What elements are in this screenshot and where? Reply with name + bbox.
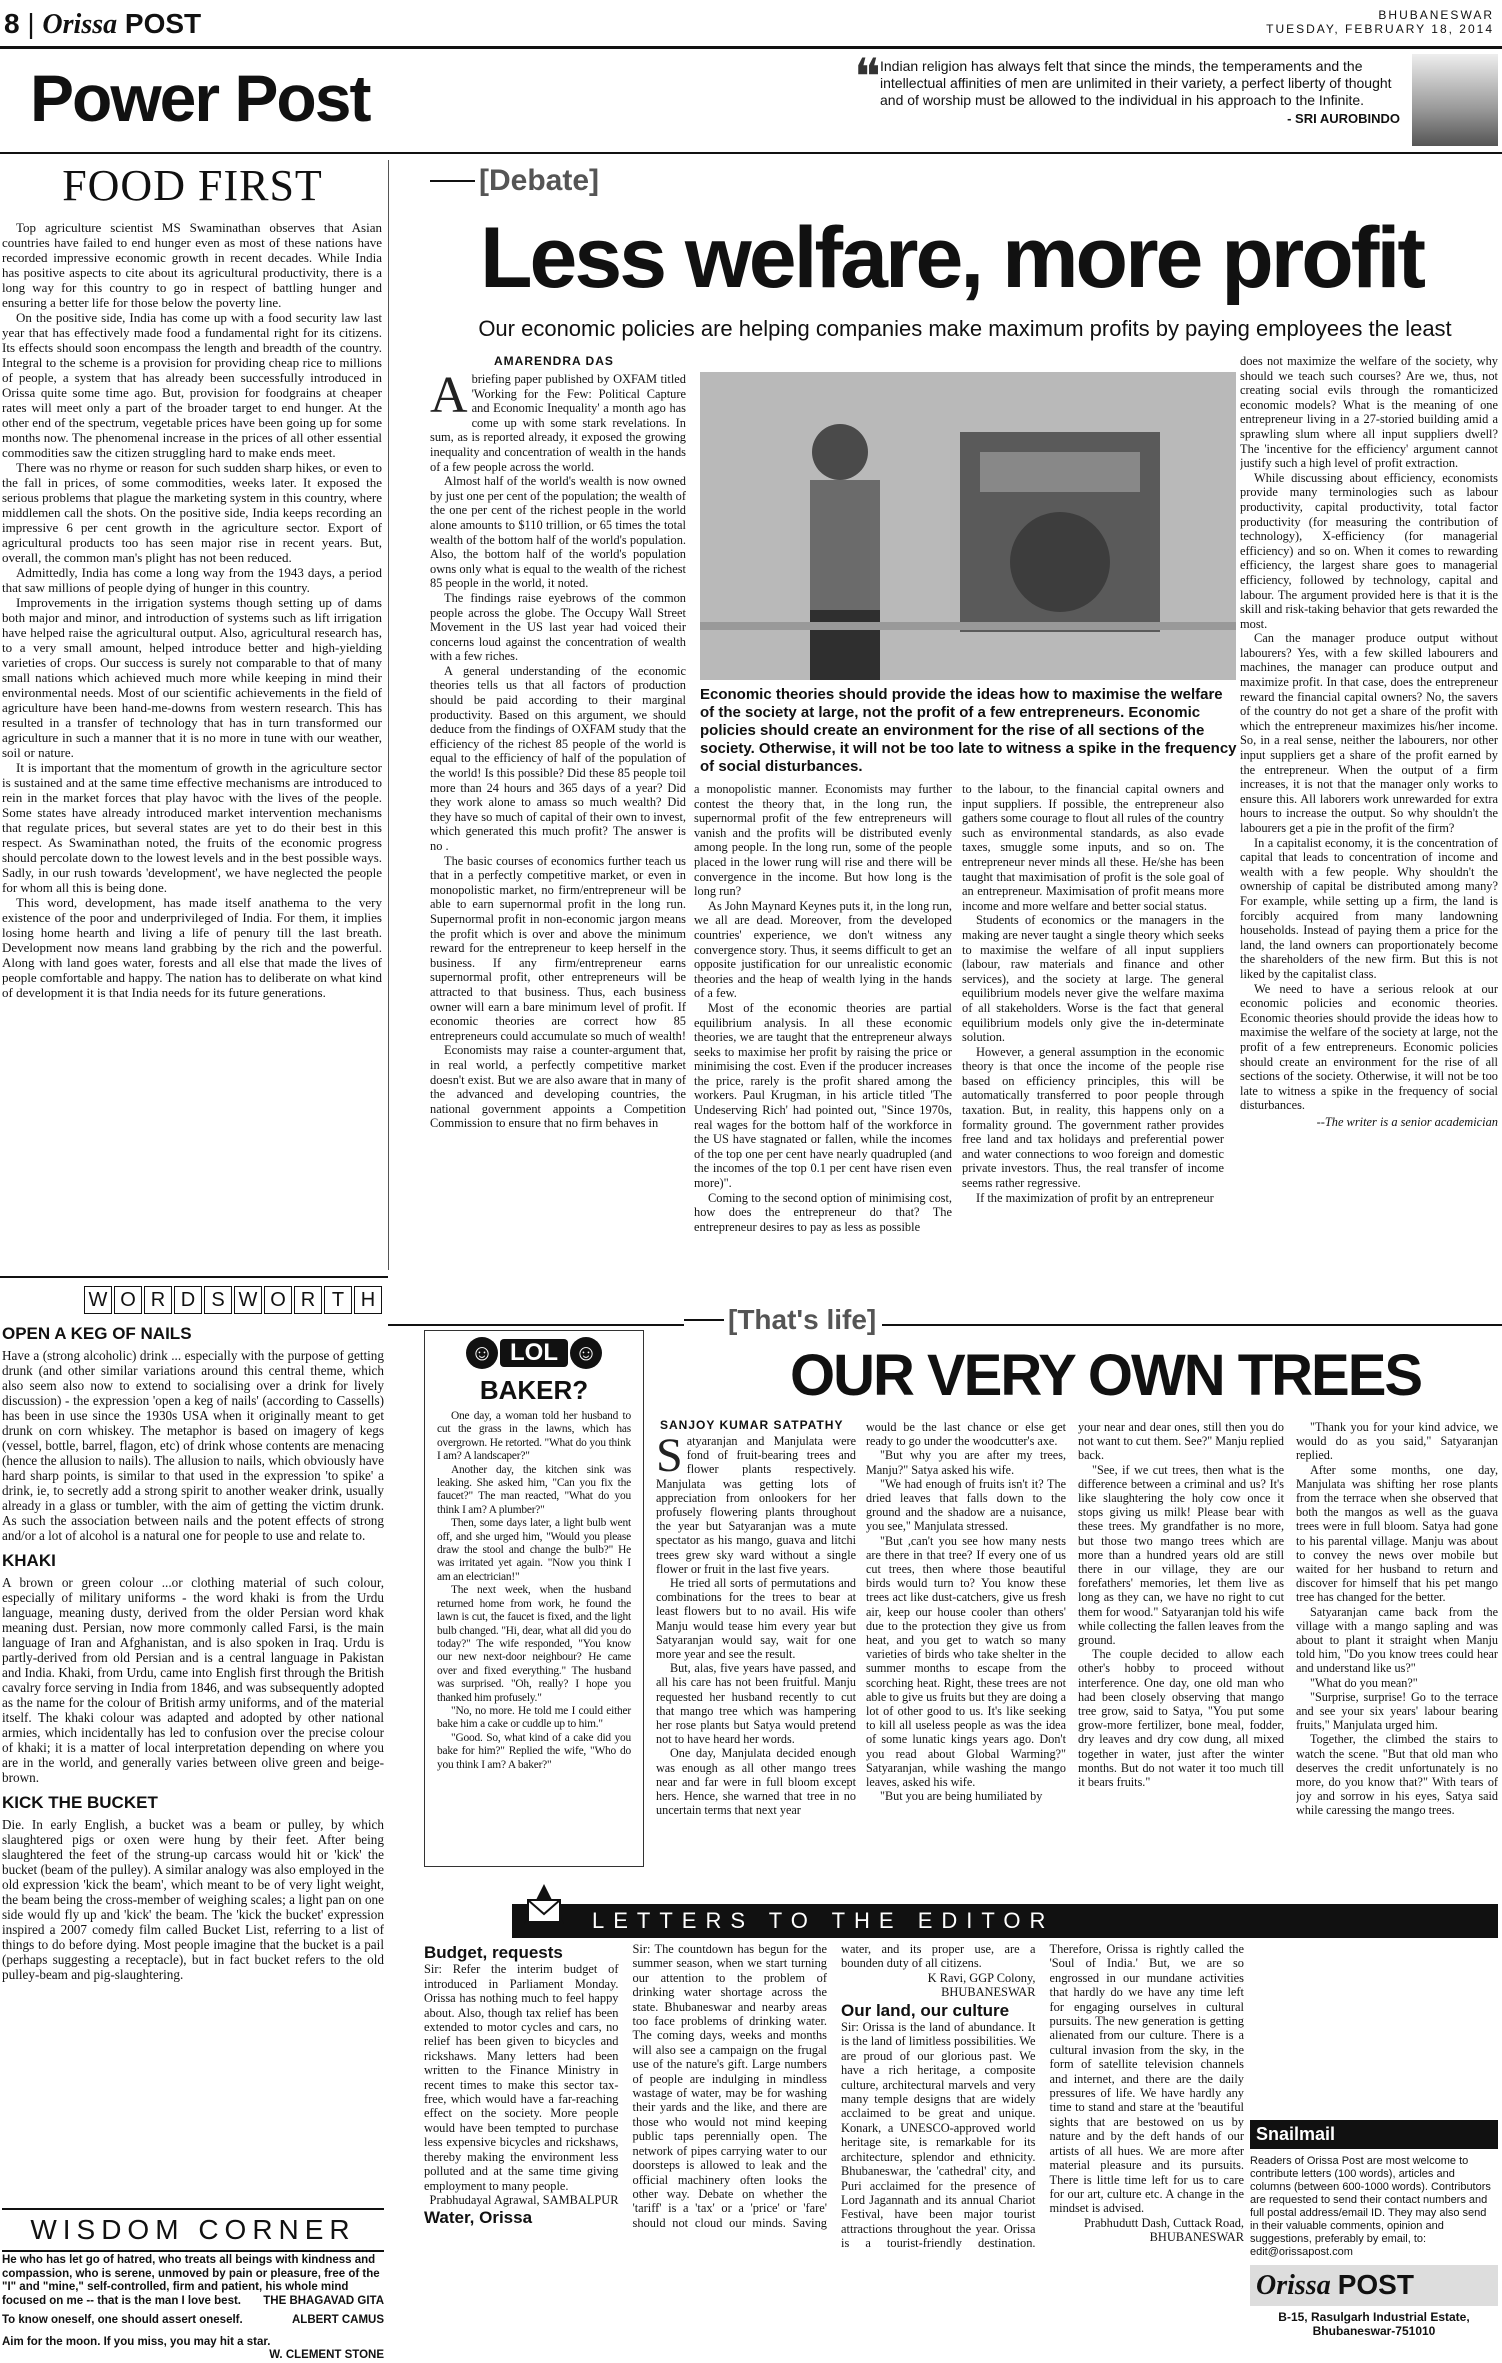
trees-para: "Thank you for your kind advice, we would do as you said," Satyaranjan replied. xyxy=(1296,1420,1498,1463)
lol-para: "Good. So, what kind of a cake did you bake for him?" Replied the wife, "Who do you think I am? A baker?" xyxy=(437,1731,631,1771)
letter-text: Sir: Refer the interim budget of introduced in Parliament Monday. Orissa has nothing much to feel happy about. Also, though tax relief has been extended to motor cycles and cars, no relief has been given to bicycles and rickshaws. Many letters had been written to the Finance Ministry in recent times to make this sector tax-free, which would have a far-reaching effect on the society. More people would have been tempted to purchase less expensive bicycles and rickshaws, thereby making the environment less polluted and at the same time giving employment to many people. xyxy=(424,1962,619,2193)
wisdom-author: ALBERT CAMUS xyxy=(292,2314,384,2326)
food-first-para: It is important that the momentum of growth in the agriculture sector is sustained and at the same time effective mechanisms are introduced to rein in the market forces that play havoc with the lives of the people. Some states have already introduced market intervention mechanisms that regulate prices, but several states are yet to do their best in this respect. As Swaminathan noted, the fruits of the economic progress should percolate down to the lowest levels and in the best possible ways. Sadly, in our rush towards 'development', we have neglected the people for whom all this is being done. xyxy=(2,760,382,895)
debate-para: a monopolistic manner. Economists may further contest the theory that, in the long run, the supernormal profit of the few entrepreneurs will vanish and the profits will be distributed evenly among people. In the long run, some of the people placed in the lower rung will rise and there will be convergence in the income. But how long is the long run? xyxy=(694,782,952,899)
lol-label: LOL xyxy=(500,1339,568,1367)
debate-column-3 xyxy=(962,782,1224,1320)
dateline xyxy=(1266,8,1494,36)
letter-author: K Ravi, GGP Colony, BHUBANESWAR xyxy=(927,1970,1036,2000)
debate-para: We need to have a serious relook at our economic policies and economic theories. Economic theories should provide the ideas how to maximise the welfare of the society at large, not the profit of a few entrepreneurs. Economic policies should create an environment for the rise of all sections of the society. Otherwise, it will not be too late to witness a spike in the frequency of social disturbances. xyxy=(1240,981,1498,1113)
wordsworth-heading: OPEN A KEG OF NAILS xyxy=(2,1324,192,1343)
wisdom-author: W. CLEMENT STONE xyxy=(269,2349,384,2361)
issue-date: TUESDAY, FEBRUARY 18, 2014 xyxy=(1266,22,1494,36)
lol-header xyxy=(425,1337,643,1369)
debate-column-2 xyxy=(694,782,952,1320)
paper-suffix: POST xyxy=(124,8,202,39)
trees-kicker xyxy=(684,1304,882,1336)
food-first-para: There was no rhyme or reason for such sudden sharp hikes, or even to the fall in prices, of some commodities, weeks later. It exposed the serious problems that plague the marketing system in this country, where middlemen call the shots. On the positive side, India keeps recording an impressive 6 per cent growth in the agriculture sector. Export of agricultural products too has seen major rise in recent years. But, overall, the common man's plight has not been reduced. xyxy=(2,460,382,565)
trees-para: your near and dear ones, still then you do not want to cut them. See?" Manju replied back. xyxy=(1078,1420,1284,1463)
wisdom-item xyxy=(2,2254,384,2308)
debate-para: Can the manager produce output without labourers? Yes, with a few skilled labourers and machines, the manager can produce output and maximize profit. In that case, does the entrepreneur reward the financial capital owners? No, the savers of the country do not get a share of the profit with which the entrepreneur maximizes his/her income. So, in a real sense, neither the labourers, nor other input suppliers get a share of the profit earned by the entrepreneur. When the output of a firm increases, it is not that the manager only works to ensure this. All laborers work unrewarded for extra hours to increase the output. So why shouldn't the labourers get a pie in the profit of the firm? xyxy=(1240,631,1498,835)
debate-deck: Our economic policies are helping companies make maximum profits by paying employees the least xyxy=(478,316,1452,341)
food-first-para: This word, development, has made itself anathema to the very existence of the poor and underprivileged of India. For them, it implies losing home hearth and living a life of penury till the last breath. Development now means land grabbing by the rich and the powerful. Along with land goes water, forests and all else that made the lives of people comfortable and happy. The nation has to deliberate on what kind of development it is that India needs for its future generations. xyxy=(2,895,382,1000)
wordsworth-top-rule xyxy=(0,1276,388,1278)
trees-column-2 xyxy=(866,1420,1066,1866)
letter-heading: Budget, requests xyxy=(424,1943,563,1962)
wisdom-item xyxy=(2,2335,384,2361)
quote-author: - SRI AUROBINDO xyxy=(1287,111,1400,126)
wordsworth-letter: R xyxy=(294,1286,322,1314)
debate-para: As John Maynard Keynes puts it, in the long run, we all are dead. Moreover, from the developed countries' experience, we don't witness any convergence story. Thus, it seems difficult to get an opposite justification for our unrealistic economic theories and the heap of wealth lying in the hands of a few. xyxy=(694,898,952,1001)
lol-body xyxy=(425,1410,643,1772)
masthead-rule xyxy=(0,46,1502,49)
debate-column-1 xyxy=(430,372,686,1319)
debate-para: While discussing about efficiency, economists provide many terminologies such as labour productivity, capital productivity, total factor productivity (for measuring the contribution of technology), X-efficiency (for managerial efficiency) and so on. When it comes to rewarding efficiency, the largest share goes to managerial efficiency, followed by technology, capital and labour. The argument provided here is that it is the skill and risk-taking behavior that gets rewarded the most. xyxy=(1240,470,1498,631)
author-portrait xyxy=(1412,54,1498,146)
lol-para: Another day, the kitchen sink was leaking. She asked him, "Can you fix the faucet?" The man reacted, "What do you think I am? A plumber?" xyxy=(437,1463,631,1516)
debate-photo xyxy=(700,372,1236,680)
wisdom-author: THE BHAGAVAD GITA xyxy=(263,2294,384,2307)
trees-para: After some months, one day, Manjulata was shifting her rose plants from the terrace when she observed that both the mangos as well as the guava trees were in full bloom. Satya had gone to his parental village. Manju was about to convey the news over mobile but waited for her husband to return and discover for himself that his pet mango tree has changed for the better. xyxy=(1296,1462,1498,1605)
food-first-para: Improvements in the irrigation systems though setting up of dams both major and minor, and introduction of systems such as lift irrigation have helped raise the agricultural output. Also, agricultural research has, to a very small amount, helped introduce better and high-yielding varieties of crops. Our success is surely not comparable to that of many small nations which achieved much more while keeping in mind their environmental needs. Most of our scientific achievements in the field of agriculture have been hand-me-downs from western research. This has resulted in a transfer of technology that has in turn transformed our agriculture in such a manner that it is no more in tune with our weather, soil or nature. xyxy=(2,595,382,760)
page-number: 8 xyxy=(4,8,20,39)
letter-author: Prabhudayal Agrawal, SAMBALPUR xyxy=(429,2192,619,2207)
section-title: Power Post xyxy=(30,61,370,135)
wordsworth-text: Have a (strong alcoholic) drink ... especially with the purpose of getting drunk (and other similar variations around this central theme, which also seem also now to extend to socialising over a drink for lively discussion) - the expression 'open a keg of nails' (according to Cassells) has been in use since the 1930s USA when it originally meant to get drunk on corn whiskey. The metaphor is based on imagery of kegs (vessel, bottle, barrel, flagon, etc) of drink whose contents are menacing (hence the allusion to nails). The allusion to nails, which obviously have hard sharp points, is similar to that used in the expression 'to spike' a drink, ie, to secretly add a strong spirit to another weaker drink, usually already in a glass or tumbler, with the aim of getting the victim drunk. As such the association between nails and the potent effects of strong and/or a lot of alcohol is a natural one for people to use and relate to. xyxy=(2,1348,384,1543)
debate-para: to the labour, to the financial capital owners and input suppliers. If possible, the entrepreneur also gathers some courage to flout all rules of the country such as environmental standards, as also evade taxes, smuggle some inputs, and so on. The entrepreneur never minds all these. He/she has been taught that maximisation of profit is the sole goal of an entrepreneur. Maximisation of profit means more income and more welfare and better social status. xyxy=(962,782,1224,913)
debate-para: does not maximize the welfare of the society, why should we teach such courses? Are we, thus, not creating social evils through the romanticized economic models? What is the meaning of one entrepreneur living in a 27-storied building amid a sprawling slum where all input suppliers dwell? The 'incentive for the efficiency' argument cannot justify such a high level of profit extraction. xyxy=(1240,354,1498,471)
trees-para: "But why you are after my trees, Manju?" Satya asked his wife. xyxy=(866,1448,1066,1477)
wisdom-quote: He who has let go of hatred, who treats all beings with kindness and compassion, who is serene, unmoved by pain or pleasure, free of the "I" and "mine," self-controlled, firm and patient, his whole mind focused on me -- that is the man I love best. xyxy=(2,2254,380,2307)
page-number-strip: 8 | Orissa POST xyxy=(4,8,202,40)
food-first-title: FOOD FIRST xyxy=(62,161,323,210)
letters-title: LETTERS TO THE EDITOR xyxy=(592,1908,1055,1933)
debate-para: A briefing paper published by OXFAM titled 'Working for the Few: Political Capture and Economic Inequality' a month ago has come up with some stark revelations. In sum, as is reported already, it exposed the growing inequality and concentration of wealth in the hands of a few people across the world. xyxy=(430,372,686,474)
trees-column-3 xyxy=(1078,1420,1284,1866)
letter-text: Sir: The countdown has begun for the summer season, when we start turning our attention to the problem of drinking water shortage across the state. Bhubaneswar and nearby areas too face problems of drinking water. The coming days, weeks and months will also see a campaign on the frugal use of the nature's gift. Large numbers of people are indulging in mindless wastage of water, may be for washing their yards and the like, and there are those who would not mind keeping public taps perennially open. The network of pipes carrying water to our doorsteps is allowed to leak and the official machinery often looks the other way. Debate on whether the 'tariff' is a 'tax' or a 'price' or 'fare' should not cloud our minds. Saving water, and its proper use, are a bounden duty of all citizens. xyxy=(632,1942,1036,2230)
snailmail-logo xyxy=(1250,2265,1498,2306)
letters-banner xyxy=(512,1904,1498,1938)
wordsworth-heading: KICK THE BUCKET xyxy=(2,1793,158,1812)
letter-heading: Water, Orissa xyxy=(424,2208,533,2228)
debate-para: Students of economics or the managers in the making are never taught a single theory which seeks to maximise the welfare of all input suppliers (labour, raw materials and finance and other services), and the society at large. The general equilibrium models never give the welfare maxima of all stakeholders. Worse is the fact that general equilibrium models only give the in-determinate solution. xyxy=(962,913,1224,1045)
debate-para: Coming to the second option of minimising cost, how does the entrepreneur do that? The entrepreneur desires to pay as less as possible xyxy=(694,1190,952,1234)
food-first-para: On the positive side, India has come up with a food security law last year that has effectively made food a fundamental right for its citizens. Its effects should soon encompass the length and breadth of the country. Integral to the scheme is a provision for providing cheap rice to millions of people, a system that has already been successfully introduced in Orissa quite some time ago. But, provision for foodgrains at cheaper rates will meet only a part of the broader target to end hunger. At the other end of the spectrum, vegetable prices have been going up for some months now. The phenomenal increase in the prices of all other essential commodities saw the citizen struggling hard to make ends meet. xyxy=(2,310,382,460)
food-first-para: Top agriculture scientist MS Swaminathan observes that Asian countries have failed to end hunger even as most of these nations have recorded impressive economic growth in recent decades. While India has positive aspects to cite about its agricultural productivity, there is a long way for this country to go in respect of battling hunger and ensuring a better life for those below the poverty line. xyxy=(2,220,382,310)
wordsworth-letter: D xyxy=(174,1286,202,1314)
wordsworth-heading: KHAKI xyxy=(2,1551,56,1570)
wisdom-item xyxy=(2,2314,384,2328)
debate-para: Almost half of the world's wealth is now owned by just one per cent of the population; the wealth of the one per cent of the richest people in the world alone amounts to $110 trillion, or 65 times the total wealth of the bottom half of the world's population. Also, the bottom half of the world's population owns only what is equal to the wealth of the richest 85 people in the world, it noted. xyxy=(430,474,686,591)
trees-para: "Surprise, surprise! Go to the terrace and see your six years' labour bearing fruits," Manjulata urged him. xyxy=(1296,1689,1498,1733)
debate-bottom-rule xyxy=(388,1324,1502,1326)
letter-author: Prabhudutt Dash, Cuttack Road, BHUBANESWAR xyxy=(1083,2215,1244,2245)
trees-para: "But ,can't you see how many nests are there in that tree? If every one of us cut trees, then where those beautiful birds would turn to? You know these trees act like dust-catchers, give us fresh air, keep our house cooler than others' due to the protection they give us from heat, and you get to watch so many varieties of birds who take shelter in the summer months to escape from the scorching heat. Right, these trees are not able to give us fruits but they are doing a lot of other good to us. It's like seeking to kill all useless people as was the idea of some lunatic kings years ago. Don't you read about Global Warming?" Satyaranjan, while washing the mango leaves, asked his wife. xyxy=(866,1533,1066,1790)
debate-para: If the maximization of profit by an entrepreneur xyxy=(976,1190,1214,1205)
quote-text: Indian religion has always felt that since the minds, the temperaments and the intellectual affinities of men are unlimited in their variety, a perfect liberty of thought and of worship must be allowed to the individual in his approach to the Infinite. xyxy=(880,58,1392,108)
snailmail-paper-name: Orissa xyxy=(1256,2270,1331,2301)
wordsworth-banner xyxy=(84,1286,384,1314)
wordsworth-letter: O xyxy=(264,1286,292,1314)
trees-para: Together, the climbed the stairs to watch the scene. "But that old man who deserves the credit unfortunately is no more, do you know that?" With tears of joy and sorrow in his eyes, Satya said while caressing the mango trees. xyxy=(1296,1732,1498,1818)
trees-para: "What do you mean?" xyxy=(1310,1675,1418,1690)
trees-para: "But you are being humiliated by xyxy=(880,1789,1043,1804)
drop-cap: S xyxy=(656,1434,683,1482)
wisdom-corner-items xyxy=(2,2254,384,2363)
trees-headline: OUR VERY OWN TREES xyxy=(790,1343,1422,1408)
wordsworth-letter: W xyxy=(84,1286,112,1314)
debate-para: Economists may raise a counter-argument that, in real world, a perfectly competitive market doesn't exist. But we are also aware that in many of the advanced and developing countries, the national government appoints a Competition Commission to ensure that no firm behaves in xyxy=(430,1043,686,1131)
trees-para: would be the last chance or else get ready to go under the woodcutter's axe. xyxy=(866,1420,1066,1449)
trees-byline: SANJOY KUMAR SATPATHY xyxy=(660,1418,844,1432)
paper-name: Orissa xyxy=(42,9,118,40)
smiley-icon: ☺ xyxy=(570,1337,602,1369)
snailmail-title: Snailmail xyxy=(1250,2120,1498,2149)
lol-para: The next week, when the husband returned home from work, he found the lawn is cut, the faucet is fixed, and the light bulb changed. "Hi, dear, what all did you do today?" The wife responded, "You know our new next-door neighbour? He came over and fixed everything." The husband was surprised. "Oh, really? I hope you thanked him profusely." xyxy=(437,1584,631,1704)
snailmail-box xyxy=(1250,2120,1498,2356)
lol-box xyxy=(424,1330,644,1867)
trees-column-4 xyxy=(1296,1420,1498,1866)
factory-worker-illustration xyxy=(700,372,1236,680)
wordsworth-letter: H xyxy=(354,1286,382,1314)
lol-title: BAKER? xyxy=(479,1375,589,1405)
trees-para: But, alas, five years have passed, and all his care has not been fruitful. Manju requested her husband recently to cut that mango tree which was hampering her rose plants but Satya would pretend not to have heard her words. xyxy=(656,1661,856,1747)
wordsworth-text: A brown or green colour ...or clothing material of such colour, especially of military uniforms - the word khaki is from the Urdu language, meaning dusty, derived from the older Persian word khak meaning dust. Persian, now more commonly called Farsi, is the main language of Iran and Afghanistan, and is also spoken in Iraq. Urdu is partly-derived from old Persian and is a central language in Pakistan and India. Khaki, from Urdu, came into English first through the British cavalry force serving in India from 1846, and was subsequently adopted as the name for the colour of British army uniforms, and of the material itself. The khaki colour was adapted and adopted by other national armies, which incidentally has led to confusion over the precise colour of khaki; it is a matter of local interpretation depending on where you are in the world, and generally varies between olive green and beige-brown. xyxy=(2,1575,384,1785)
debate-headline: Less welfare, more profit xyxy=(480,210,1423,306)
wordsworth-letter: O xyxy=(114,1286,142,1314)
lol-para: "No, no more. He told me I could either bake him a cake or cuddle up to him." xyxy=(437,1704,631,1731)
debate-para: In a capitalist economy, it is the concentration of capital that leads to concentration of income and wealth with a few people. Why shouldn't the ownership of capital be distributed among many? For example, while setting up a firm, the land is forcibly acquired from many landowning households. Instead of paying them a price for the land, the land owners can proportionately become the shareholders of the new firm. But this is not liked by the capitalist class. xyxy=(1240,835,1498,981)
trees-para: "We had enough of fruits isn't it? The dried leaves that falls down to the ground and the shadow are a nuisance, you see," Manjulata stressed. xyxy=(866,1476,1066,1534)
quote-block xyxy=(854,49,1400,126)
wordsworth-letter: W xyxy=(234,1286,262,1314)
smiley-icon: ☺ xyxy=(466,1337,498,1369)
quote-mark-icon: ❝ xyxy=(854,49,881,105)
snailmail-text: Readers of Orissa Post are most welcome to contribute letters (100 words), articles and columns (between 600-1000 words). Contributors are requested to send their contact numbers and full postal address/email ID. They may also send in their valuable comments, opinion and suggestions, preferably by email, to: edit@orissapost.com xyxy=(1250,2155,1491,2258)
debate-kicker xyxy=(430,164,599,198)
drop-cap: A xyxy=(430,372,468,424)
column-divider xyxy=(388,160,389,1270)
snailmail-address: B-15, Rasulgarh Industrial Estate, Bhubaneswar-751010 xyxy=(1278,2310,1470,2338)
letter-text: Sir: Orissa is the land of abundance. It is the land of limitless possibilities. We are proud of our glorious past. We have a rich heritage, a composite culture, architectural marvels and very many temple designs that are widely acclaimed to be great and unique. Konark, a UNESCO-approved world heritage site, is remarkable for its architecture, splendor and ethnicity. Bhubaneswar, the 'cathedral' city, and Puri acclaimed for the presence of Lord Jagannath and its annual Chariot Festival, have been major tourist attractions throughout the year. Orissa is a tourist-friendly destination. Therefore, Orissa is rightly called the 'Soul of India.' But, we are so engrossed in our mundane activities that hardly do we have any time left for engaging ourselves in cultural pursuits. The new generation is getting alienated from our culture. There is a cultural invasion from the sky, in the form of satellite television channels and internet, and there are the daily pressures of life. We have hardly any time to stand and stare at the 'beautiful sights that are bestowed on us by nature and by the deft hands of our artists of all hues. We are more after material pleasure and its pursuits. There is little time left for us to care for our art, culture etc. A change in the mindset is advised. xyxy=(841,1942,1244,2251)
wisdom-quote: To know oneself, one should assert oneself. xyxy=(2,2314,243,2326)
wisdom-corner-title: WISDOM CORNER xyxy=(30,2214,356,2245)
wordsworth-letter: T xyxy=(324,1286,352,1314)
debate-para: The basic courses of economics further teach us that in a perfectly competitive market, or even in monopolistic market, no firm/entrepreneur will be able to earn supernormal profit in the long run. Supernormal profit in non-economic jargon means the profit which is over and above the minimum reward for the entrepreneur to keep herself in the business. If any firm/entrepreneur earns supernormal profit, other entrepreneurs will be attracted to that business. Thus, each business owner will earn a bare minimum level of profit. If economic theories are correct how 85 entrepreneurs could accumulate so much of wealth! xyxy=(430,853,686,1043)
debate-para: Most of the economic theories are partial equilibrium analysis. In all these economic theories, we are taught that the entrepreneur always seeks to maximise her profit by raising the price or minimising the cost. Even if the producer increases the price, rarely is the profit shared among the workers. Paul Krugman, in his article titled 'The Undeserving Rich' had pointed out, "Since 1970s, real wages for the bottom half of the workforce in the US have stagnated or fallen, while the incomes of the top one per cent have nearly quadrupled (and the incomes of the top 0.1 per cent have risen even more)". xyxy=(694,1000,952,1191)
debate-para: A general understanding of the economic theories tells us that all factors of production should be paid according to their marginal productivity. Based on this argument, we should deduce from the findings of OXFAM study that the efficiency of the richest 85 people of the world is equal to the efficiency of half of the population of the world! Is this possible? Did these 85 people toil more than 24 hours and 365 days of a year? Did they work alone to amass so much wealth? Did they have so much of capital of their own to invest, which generated this much profit? The answer is no . xyxy=(430,663,686,853)
wordsworth-letter: S xyxy=(204,1286,232,1314)
trees-para: Satyaranjan and Manjulata were fond of fruit-bearing trees and flower plants respectively. Manjulata was getting lots of appreciation from onlookers for her profusely flowering plants throughout the year but Satyaranjan was a mute spectator as his mango, guava and litchi trees grew sky ward without a single flower or fruit in the last five years. xyxy=(656,1434,856,1576)
trees-para: The couple decided to allow each other's hobby to proceed without interference. One day, one old man who had been closely observing that mango tree grow, said to Satya, "You put some grow-more fertilizer, bone meal, fodder, dry leaves and dry cow dung, all mixed together in water, just after the winter months. But do not water it too much till it bears fruits." xyxy=(1078,1647,1284,1790)
debate-para: The findings raise eyebrows of the common people across the globe. The Occupy Wall Street Movement in the US last year had voiced their concerns loud against the concentration of wealth with a few riches. xyxy=(430,590,686,664)
letters-columns xyxy=(424,1942,1244,2356)
wisdom-quote: Aim for the moon. If you miss, you may hit a star. xyxy=(2,2335,271,2348)
trees-para: Satyaranjan came back from the village with a mango sapling and was about to plant it straight when Manju told him, "Do you know trees could hear and understand like us?" xyxy=(1296,1604,1498,1676)
wordsworth-letter: R xyxy=(144,1286,172,1314)
food-first-para: Admittedly, India has come a long way from the 1943 days, a period that saw millions of people dying of hunger in this country. xyxy=(2,565,382,595)
lol-para: One day, a woman told her husband to cut the grass in the lawns, which has overgrown. He retorted. "What do you think I am? A landscaper?" xyxy=(437,1410,631,1463)
debate-signoff: --The writer is a senior academician xyxy=(1316,1114,1498,1129)
debate-byline: AMARENDRA DAS xyxy=(494,354,614,368)
trees-para: One day, Manjulata decided enough was enough as all other mango trees near and far were in full bloom except hers. Hence, she warned that tree in no uncertain terms that next year xyxy=(656,1746,856,1818)
food-first-body xyxy=(2,220,382,1270)
wordsworth-text: Die. In early English, a bucket was a beam or pulley, by which slaughtered pigs or oxen were hung by their feet. After being slaughtered the feet of the strung-up carcass would hit or 'kick' the bucket (beam of the pulley). A similar analogy was also employed in the old expression 'kick the beam', which meant to be of very light weight, the beam being the cross-member of weighing scales; a light pan on one side would fly up and 'kick' the beam. The 'kick the bucket' expression inspired a 2007 comedy film called Bucket List, referring to a list of things to do before dying. Most people imagine that the bucket is a pail (perhaps suggesting a receptacle), but in fact bucket refers to the old pulley-beam and pig-slaughtering. xyxy=(2,1817,384,1982)
debate-caption: Economic theories should provide the ideas how to maximise the welfare of the society at large, not the profit of a few entrepreneurs. Economic policies should create an environment for the rise of all sections of the society. Otherwise, it will not be too late to witness a spike in the frequency of social disturbances. xyxy=(700,686,1237,775)
trees-column-1 xyxy=(656,1434,856,1866)
masthead-bottom-rule xyxy=(0,152,1502,154)
wordsworth-entries xyxy=(2,1322,384,2202)
lol-para: Then, some days later, a light bulb went off, and she urged him, "Would you please draw the stool and change the bulb?" He was irritated yet again. "Now you think I am an electrician!" xyxy=(437,1517,631,1583)
wisdom-corner-box xyxy=(2,2208,384,2252)
trees-para: "See, if we cut trees, then what is the difference between a criminal and us? It's like slaughtering the holy cow once it stops giving us milk! Please bear with these trees. My grandfather is no more, but those two mango trees which are more than a hundred years old are still there in our village, they are our forefathers' memories, let them live as long as they can, we have no right to cut them for wood." Satyaranjan told his wife while collecting the fallen leaves from the ground. xyxy=(1078,1462,1284,1648)
trees-kicker-label: [That's life] xyxy=(728,1304,877,1335)
debate-column-4 xyxy=(1240,354,1498,1320)
mail-envelope-icon xyxy=(514,1874,574,1934)
debate-kicker-label: [Debate] xyxy=(479,164,600,197)
snailmail-paper-suffix: POST xyxy=(1337,2269,1414,2300)
debate-para: However, a general assumption in the economic theory is that once the income of the people rise based on efficiency principles, this will be automatically transferred to poor people through taxation. But, in reality, this happens only on a formality ground. The government rather provides free land and tax holidays and preferential power and water connections to woo foreign and domestic private investors. Thus, the real transfer of income seems rather regressive. xyxy=(962,1044,1224,1191)
letter-heading: Our land, our culture xyxy=(841,2000,1010,2020)
trees-para: He tried all sorts of permutations and combinations for the trees to bear at least flowers but to no avail. His wife Manju would tease him every year but Satyaranjan would say, wait for one more year and see the result. xyxy=(656,1576,856,1662)
city: BHUBANESWAR xyxy=(1378,8,1494,22)
